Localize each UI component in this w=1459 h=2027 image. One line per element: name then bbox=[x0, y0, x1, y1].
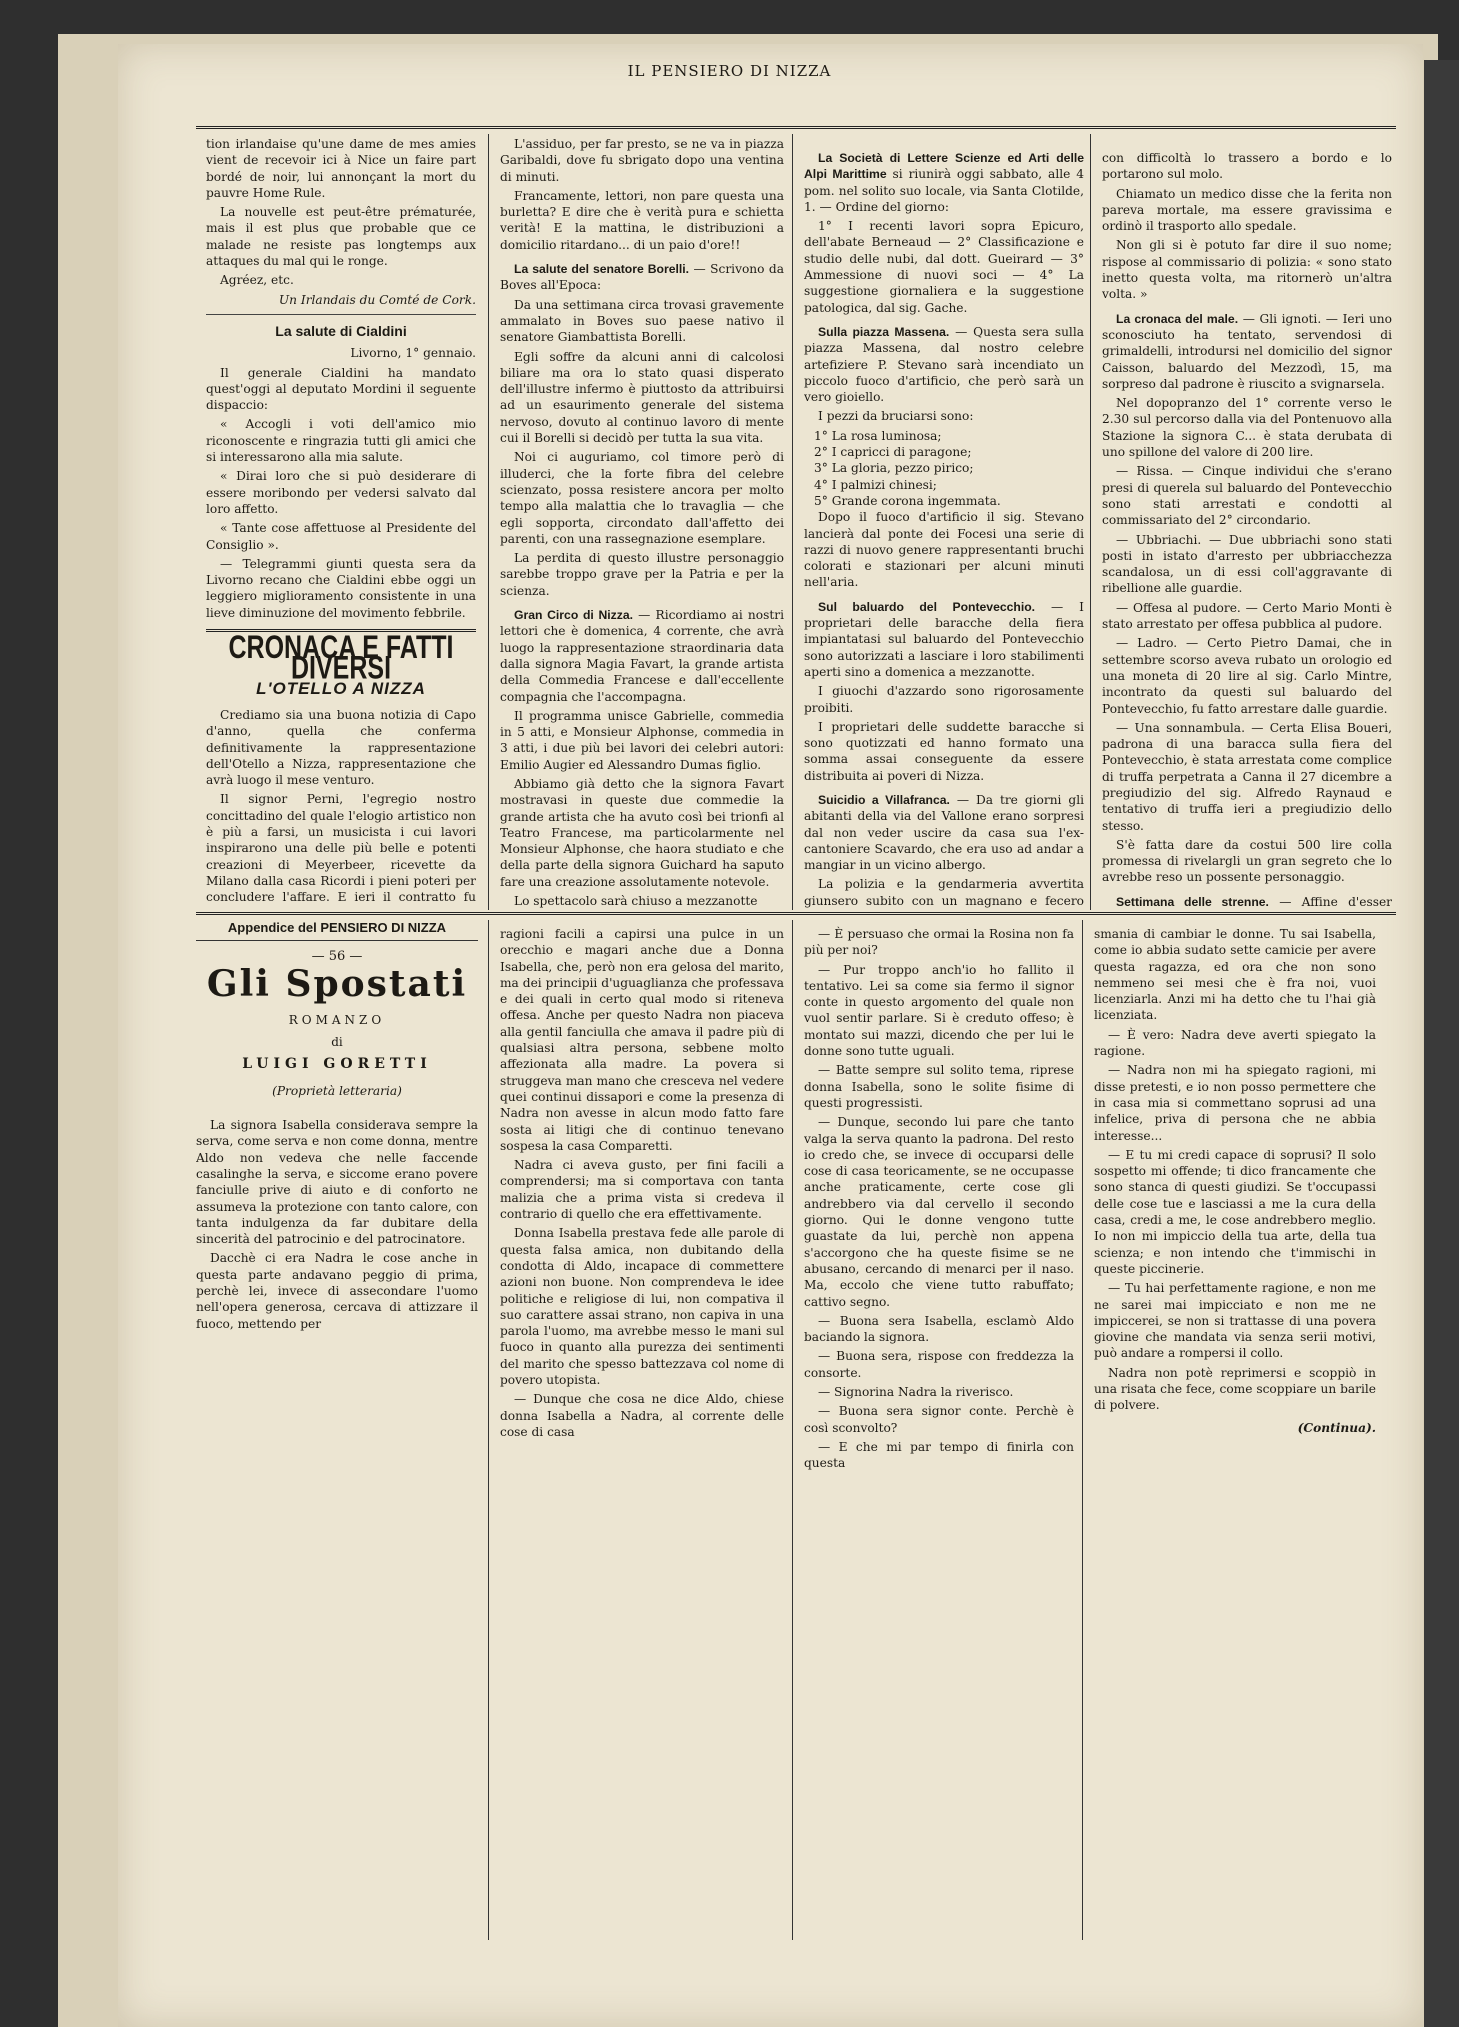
article-text: Il programma unisce Gabrielle, commedia in 5 atti, e Monsieur Alphonse, commedia in 3 atti, i due più bei lavori dei celebri autori: Emilio Augier ed Alessandro Dumas figlio. bbox=[500, 708, 784, 772]
novel-text: — Dunque, secondo lui pare che tanto valga la serva quanto la padrona. Del resto io credo che, se invece di occuparsi delle cose di casa teoricamente, se ne occupasse anche praticamente, certe cose gli andrebbero via dal cervello il secondo giorno. Qui le donne vengono tutte guastate da lui, perchè non appena s'accorgono che ha queste fisime se ne abusano, cercando di menarci per il naso. Ma, eccolo che viene tutto rabuffato; cattivo segno. bbox=[804, 1115, 1074, 1309]
article-text: — Ubbriachi. — Due ubbriachi sono stati posti in istato d'arresto per ubbriacchezza scandalosa, un di essi coll'aggravante di ribellione alle guardie. bbox=[1102, 532, 1392, 596]
article-text: I proprietari delle suddette baracche si sono quotizzati ed hanno formato una somma assai conseguente da essere distribuita ai poveri di Nizza. bbox=[804, 719, 1084, 783]
novel-text: — Dunque che cosa ne dice Aldo, chiese donna Isabella a Nadra, al corrente delle cose di casa bbox=[500, 1392, 784, 1439]
column-4 bbox=[1102, 150, 1392, 908]
novel-text: smania di cambiar le donne. Tu sai Isabella, come io abbia sudato sette camicie per avere questa ragazza, ed ora che non sono nemmeno sei mesi che è fra noi, vuoi licenziarla. Anzi mi ha detto che tu l'hai già licenziata. bbox=[1094, 927, 1376, 1023]
column-rule bbox=[792, 134, 793, 910]
list-item: 5° Grande corona ingemmata. bbox=[814, 493, 1001, 508]
headline-otello: L'OTELLO A NIZZA bbox=[256, 678, 426, 698]
article-text: La polizia e la gendarmeria avvertita giunsero subito con un magnano e fecero bbox=[804, 877, 1084, 908]
headline-massena: Sulla piazza Massena. bbox=[818, 324, 950, 339]
divider bbox=[206, 314, 476, 315]
article-text: « Dirai loro che si può desiderare di essere moribondo per vedersi salvato dal loro affetto. bbox=[206, 469, 476, 516]
article-text: Abbiamo già detto che la signora Favart mostravasi in queste due commedie la grande artista che ha avuto così bei trionfi al Teatro Francese, ma particolarmente nel Monsieur Alphonse, che haora studiato e che della parte della signora Guichard ha saputo fare una creazione assolutamente notevole. bbox=[500, 776, 784, 889]
column-2 bbox=[500, 136, 784, 908]
column-rule bbox=[488, 134, 489, 910]
novel-text: Nadra ci aveva gusto, per fini facili a comprendersi; ma si comportava con tanta malizia che a prima vista si credeva il contrario di quello che era effettivamente. bbox=[500, 1158, 784, 1222]
article-text: — Rissa. — Cinque individui che s'erano presi di querela sul baluardo del Pontevecchio sono stati arrestati e condotti al commissariato del 2° circondario. bbox=[1102, 464, 1392, 528]
novel-text: ragioni facili a capirsi una pulce in un orecchio e magari anche due a Donna Isabella, che, però non era gelosa del marito, ma dei principii d'uguaglianza che professava e dei quali in certo qual modo si riteneva offesa. Anche per questo Nadra non piaceva alla gentil fanciulla che amava il padre più di qualsiasi altra persona, sebbene molto affezionata alla madre. La povera si struggeva man mano che cresceva nel vedere quei continui dissapori e come la presenza di Nadra non avesse in alcun modo fatto fare sosta ai litigi che di continuo tenevano sospesa la casa Comparetti. bbox=[500, 927, 784, 1153]
headline-circo: Gran Circo di Nizza. bbox=[514, 608, 633, 623]
headline-cialdini: La salute di Cialdini bbox=[275, 322, 407, 339]
appendix-rule bbox=[196, 912, 1396, 915]
appendix-header: Appendice del PENSIERO DI NIZZA bbox=[196, 920, 478, 941]
page-edge-shadow bbox=[1424, 60, 1459, 2027]
article-text: — Una sonnambula. — Certa Elisa Boueri, padrona di una baracca sulla fiera del Pontevecchio, è stata arrestata come complice di truffa perpetrata a Canna il 27 dicembre a pregiudizio del sig. Alfredo Raynaud e tentativo di truffa ieri a pregiudizio dello stesso. bbox=[1102, 720, 1392, 833]
list-item: 2° I capricci di paragone; bbox=[814, 445, 972, 460]
headline-strenne: Settimana delle strenne. bbox=[1116, 894, 1269, 908]
novel-text: — Buona sera Isabella, esclamò Aldo baciando la signora. bbox=[804, 1313, 1074, 1345]
article-text: — Offesa al pudore. — Certo Mario Monti è stato arrestato per offesa pubblica al pudore. bbox=[1102, 600, 1392, 632]
article-text: La nouvelle est peut-être prématurée, mais il est plus que probable que ce malade ne resiste pas longtemps aux attaques du mal qui le ronge. bbox=[206, 205, 476, 269]
novel-text: — Nadra non mi ha spiegato ragioni, mi disse pretesti, e io non posso permettere che in casa mia si commettano soprusi ad una infelice, priva di persona che ne abbia interesse... bbox=[1094, 1063, 1376, 1143]
novel-text: — Pur troppo anch'io ho fallito il tentativo. Lei sa come sia fermo il signor conte in questo argomento del quale non vuol sentir parlare. Si è creduto offeso; è montato sui mazzi, dicendo che per lui le donne sono tutte uguali. bbox=[804, 962, 1074, 1059]
page-header-title: IL PENSIERO DI NIZZA bbox=[627, 62, 832, 80]
article-text: Crediamo sia una buona notizia di Capo d'anno, quella che conferma definitivamente la rappresentazione dell'Otello a Nizza, rappresentazione che avrà luogo il mese venturo. bbox=[206, 707, 476, 788]
article-text: tion irlandaise qu'une dame de mes amies vient de recevoir ici à Nice un faire part bordé de noir, lui annonçant la mort du pauvre Home Rule. bbox=[206, 137, 476, 200]
article-text: Lo spettacolo sarà chiuso a mezzanotte bbox=[514, 894, 758, 908]
article-text: Noi ci auguriamo, col timore però di illuderci, che la forte fibra del celebre scienzato, possa resistere ancora per molto tempo alla malattia che lo travaglia — che egli sopporta, circondato dall'affetto dei parenti, con una rassegnazione esemplare. bbox=[500, 450, 784, 546]
genre-label: ROMANZO bbox=[288, 1012, 386, 1027]
headline-pontevecchio: Sul baluardo del Pontevecchio. bbox=[818, 599, 1036, 614]
novel-text: — Batte sempre sul solito tema, riprese donna Isabella, sono le solite fisime di questi progressisti. bbox=[804, 1063, 1074, 1110]
list-item: 4° I palmizi chinesi; bbox=[814, 477, 937, 492]
article-text: Egli soffre da alcuni anni di calcolosi biliare ma ora lo stato quasi disperato dell'illustre infermo è piuttosto da attribuirsi ad un esaurimento generale del sistema nervoso, dovuto al continuo lavoro di mente cui il Borelli si decidò per tutta la sua vita. bbox=[500, 349, 784, 446]
article-text: La cronaca del male. — Gli ignoti. — Ieri uno sconosciuto ha tentato, servendosi di grimaldelli, introdursi nel domicilio del signor Caisson, baluardo del Mezzodì, 15, ma sorpreso dal padrone è riuscito a svignarsela. bbox=[1102, 311, 1392, 391]
column-3 bbox=[804, 150, 1084, 908]
header-rule bbox=[196, 126, 1396, 129]
installment-number: — 56 — bbox=[311, 949, 363, 965]
article-text: La salute del senatore Borelli. — Scrivono da Boves all'Epoca: bbox=[500, 262, 784, 293]
novel-text: — E che mi par tempo di finirla con questa bbox=[804, 1439, 1074, 1471]
article-text: — Telegrammi giunti questa sera da Livorno recano che Cialdini ebbe oggi un leggiero miglioramento consistente in una lieve diminuzione del movimento febbrile. bbox=[206, 556, 476, 620]
article-text: Dopo il fuoco d'artificio il sig. Stevano lancierà dal ponte dei Focesi una serie di razzi di nuovo genere rappresentanti bruchi colorati e stazionari per alcuni minuti nell'aria. bbox=[804, 510, 1084, 590]
column-rule bbox=[1090, 134, 1091, 910]
article-text: « Tante cose affettuose al Presidente del Consiglio ». bbox=[206, 521, 476, 552]
article-text: Gran Circo di Nizza. — Ricordiamo ai nostri lettori che è domenica, 4 corrente, che avrà luogo la rappresentazione straordinaria data dalla signora Magia Favart, la grande artista della Commedia Francese e dall'eccellente compagnia che l'accompagna. bbox=[500, 608, 784, 704]
article-text: La perdita di questo illustre personaggio sarebbe troppo grave per la Patria e per la scienza. bbox=[500, 551, 784, 598]
article-text: 1° I recenti lavori sopra Epicuro, dell'abate Berneaud — 2° Classificazione e studio delle nubi, dal dott. Gueirard — 3° Ammessione di nuovi soci — 4° La suggestione giornaliera e la suggestione patologica, dal sig. Gache. bbox=[804, 219, 1084, 315]
article-text: Da una settimana circa trovasi gravemente ammalato in Boves suo paese nativo il senatore Giambattista Borelli. bbox=[500, 297, 784, 345]
novel-text: — Tu hai perfettamente ragione, e non me ne sarei mai impicciato e non me ne impiccerei, se non si trattasse di una povera giovine che mandata via senza serii motivi, può andare a rompersi il collo. bbox=[1094, 1281, 1376, 1361]
novel-text: Donna Isabella prestava fede alle parole di questa falsa amica, non dubitando della condotta di Aldo, incapace di commettere azioni non buone. Non comprendeva le idee politiche e religiose di lui, non compativa il suo carattere assai strano, non capiva in una parola l'uomo, ma avrebbe messo le mani sul fuoco in quanto alla purezza dei sentimenti del marito che spesso battezzava col nome di povero utopista. bbox=[500, 1226, 784, 1388]
article-text: Settimana delle strenne. — Affine d'esser bbox=[1116, 894, 1392, 908]
appendix-column-4 bbox=[1094, 926, 1376, 1930]
novel-text: — Buona sera signor conte. Perchè è così sconvolto? bbox=[804, 1404, 1074, 1435]
continued-note: (Continua). bbox=[1297, 1420, 1376, 1435]
appendix-column-1 bbox=[196, 920, 478, 1930]
headline-societa: La Società di Lettere Scienze ed Arti delle Alpi Marittime bbox=[804, 151, 1084, 182]
article-text: Non gli si è potuto far dire il suo nome; rispose al commissario di polizia: « sono stato inetto questa volta, ma ritornerò un'altra volta. » bbox=[1102, 238, 1392, 302]
author-name: LUIGI GORETTI bbox=[242, 1056, 432, 1073]
novel-text: — E tu mi credi capace di soprusi? Il solo sospetto mi offende; ti dico francamente che sono stanca di questi giudizi. Se t'occupassi delle cose tue e lasciassi a me la cura della casa, credi a me, le cose andrebbero meglio. Io non mi impiccio della tua arte, della tua scienza; e non intendo che t'immischi in queste piccinerie. bbox=[1094, 1147, 1376, 1276]
article-text: Chiamato un medico disse che la ferita non pareva mortale, ma essere gravissima e ordinò il trasporto allo spedale. bbox=[1102, 186, 1392, 234]
article-text: Nel dopopranzo del 1° corrente verso le 2.30 sul percorso dalla via del Pontenuovo alla Stazione la signora C... è stata derubata di uno spillone del valore di 200 lire. bbox=[1102, 396, 1392, 460]
headline-borelli: La salute del senatore Borelli. bbox=[514, 262, 690, 277]
novel-text: — È vero: Nadra deve averti spiegato la ragione. bbox=[1094, 1027, 1376, 1059]
article-text: Il signor Perni, l'egregio nostro concittadino del quale l'elogio artistico non è più a farsi, un musicista i cui lavori inspirarono una delle più belle e potenti creazioni di Meyerbeer, ricevette da Milano dalla casa Ricordi i pieni poteri per concludere l'affare. E ieri il contratto fu bbox=[206, 792, 476, 905]
article-text: L'assiduo, per far presto, se ne va in piazza Garibaldi, dove fu sbrigato dopo una ventina di minuti. bbox=[500, 137, 784, 184]
article-text: Agréez, etc. bbox=[220, 273, 294, 288]
column-rule bbox=[792, 920, 793, 1940]
section-title-cronaca: CRONACA E FATTI DIVERSI bbox=[228, 629, 454, 687]
article-text: S'è fatta dare da costui 500 lire colla promessa di rivelargli un gran segreto che lo avrebbe reso un possente personaggio. bbox=[1102, 837, 1392, 885]
article-text: Suicidio a Villafranca. — Da tre giorni gli abitanti della via del Vallone erano sorpresi dal non veder uscire da casa sua l'ex-cantoniere Scavardo, che era uso ad andar a mangiar in un vicino albergo. bbox=[804, 792, 1084, 873]
novel-text: Nadra non potè reprimersi e scoppiò in una risata che fece, come scoppiare un barile di polvere. bbox=[1094, 1365, 1376, 1413]
article-text: — Ladro. — Certo Pietro Damai, che in settembre scorso aveva rubato un orologio ed una moneta di 20 lire al sig. Carlo Mintre, incontrato da questi sul baluardo del Pontevecchio, fu fatto arrestare dalle guardie. bbox=[1102, 636, 1392, 716]
novel-text: — Buona sera, rispose con freddezza la consorte. bbox=[804, 1349, 1074, 1380]
article-text: La Società di Lettere Scienze ed Arti delle Alpi Marittime si riunirà oggi sabbato, alle 4 pom. nel solito suo locale, via Santa Clotilde, 1. — Ordine del giorno: bbox=[804, 151, 1084, 214]
column-rule bbox=[488, 920, 489, 1940]
novel-text: Dacchè ci era Nadra le cose anche in questa parte andavano peggio di prima, perchè lei, invece di assecondare l'uomo nell'opera generosa, cercava di attizzare il fuoco, mettendo per bbox=[196, 1251, 478, 1331]
copyright-note: (Proprietà letteraria) bbox=[272, 1083, 402, 1098]
novel-title: Gli Spostati bbox=[206, 962, 468, 1005]
novel-text: — È persuaso che ormai la Rosina non fa più per noi? bbox=[804, 927, 1074, 958]
novel-text: — Signorina Nadra la riverisco. bbox=[818, 1385, 1014, 1400]
headline-cronaca-male: La cronaca del male. bbox=[1116, 311, 1239, 326]
article-text: « Accogli i voti dell'amico mio riconoscente e ringrazia tutti gli amici che si interessarono alla mia salute. bbox=[206, 417, 476, 465]
article-text: Sulla piazza Massena. — Questa sera sulla piazza Massena, dal nostro celebre artefiziere P. Stevano sarà incendiato un piccolo fuoco d'artificio, che però sarà un vero gioiello. bbox=[804, 324, 1084, 405]
article-text: I giuochi d'azzardo sono rigorosamente proibiti. bbox=[804, 684, 1084, 715]
column-rule bbox=[1082, 920, 1083, 1940]
list-item: 3° La gloria, pezzo pirico; bbox=[814, 461, 974, 476]
list-item: 1° La rosa luminosa; bbox=[814, 428, 942, 443]
appendix-column-3 bbox=[804, 926, 1074, 1930]
headline-villafranca: Suicidio a Villafranca. bbox=[818, 792, 950, 807]
fireworks-list bbox=[804, 428, 1084, 509]
by-label: di bbox=[331, 1035, 343, 1050]
article-text: Sul baluardo del Pontevecchio. — I proprietari delle baracche della fiera impiantatasi sul baluardo del Pontevecchio sono autorizzati a lasciare i loro stabilimenti aperti sino a domenica a mezzanotte. bbox=[804, 599, 1084, 679]
signature: Un Irlandais du Comté de Cork. bbox=[278, 292, 476, 307]
article-text: I pezzi da bruciarsi sono: bbox=[818, 409, 974, 424]
novel-text: La signora Isabella considerava sempre la serva, come serva e non come donna, mentre Aldo non vedeva che nelle faccende casalinghe la serva, e siccome erano povere fanciulle prive di aiuto e di conforto ne assumeva la protezione con tanto calore, con tanta indulgenza da far dubitare della sincerità del patrocinio e del patrocinatore. bbox=[196, 1118, 478, 1247]
article-text: Francamente, lettori, non pare questa una burletta? E dire che è verità pura e schietta verità! E la mattina, le distribuzioni a domicilio ritardano... di un paio d'ore!! bbox=[500, 188, 784, 252]
column-1 bbox=[206, 136, 476, 908]
appendix-column-2 bbox=[500, 926, 784, 1930]
article-text: con difficoltà lo trassero a bordo e lo portarono sul molo. bbox=[1102, 151, 1392, 182]
article-text: Il generale Cialdini ha mandato quest'oggi al deputato Mordini il seguente dispaccio: bbox=[206, 365, 476, 413]
dateline: Livorno, 1° gennaio. bbox=[350, 346, 476, 361]
